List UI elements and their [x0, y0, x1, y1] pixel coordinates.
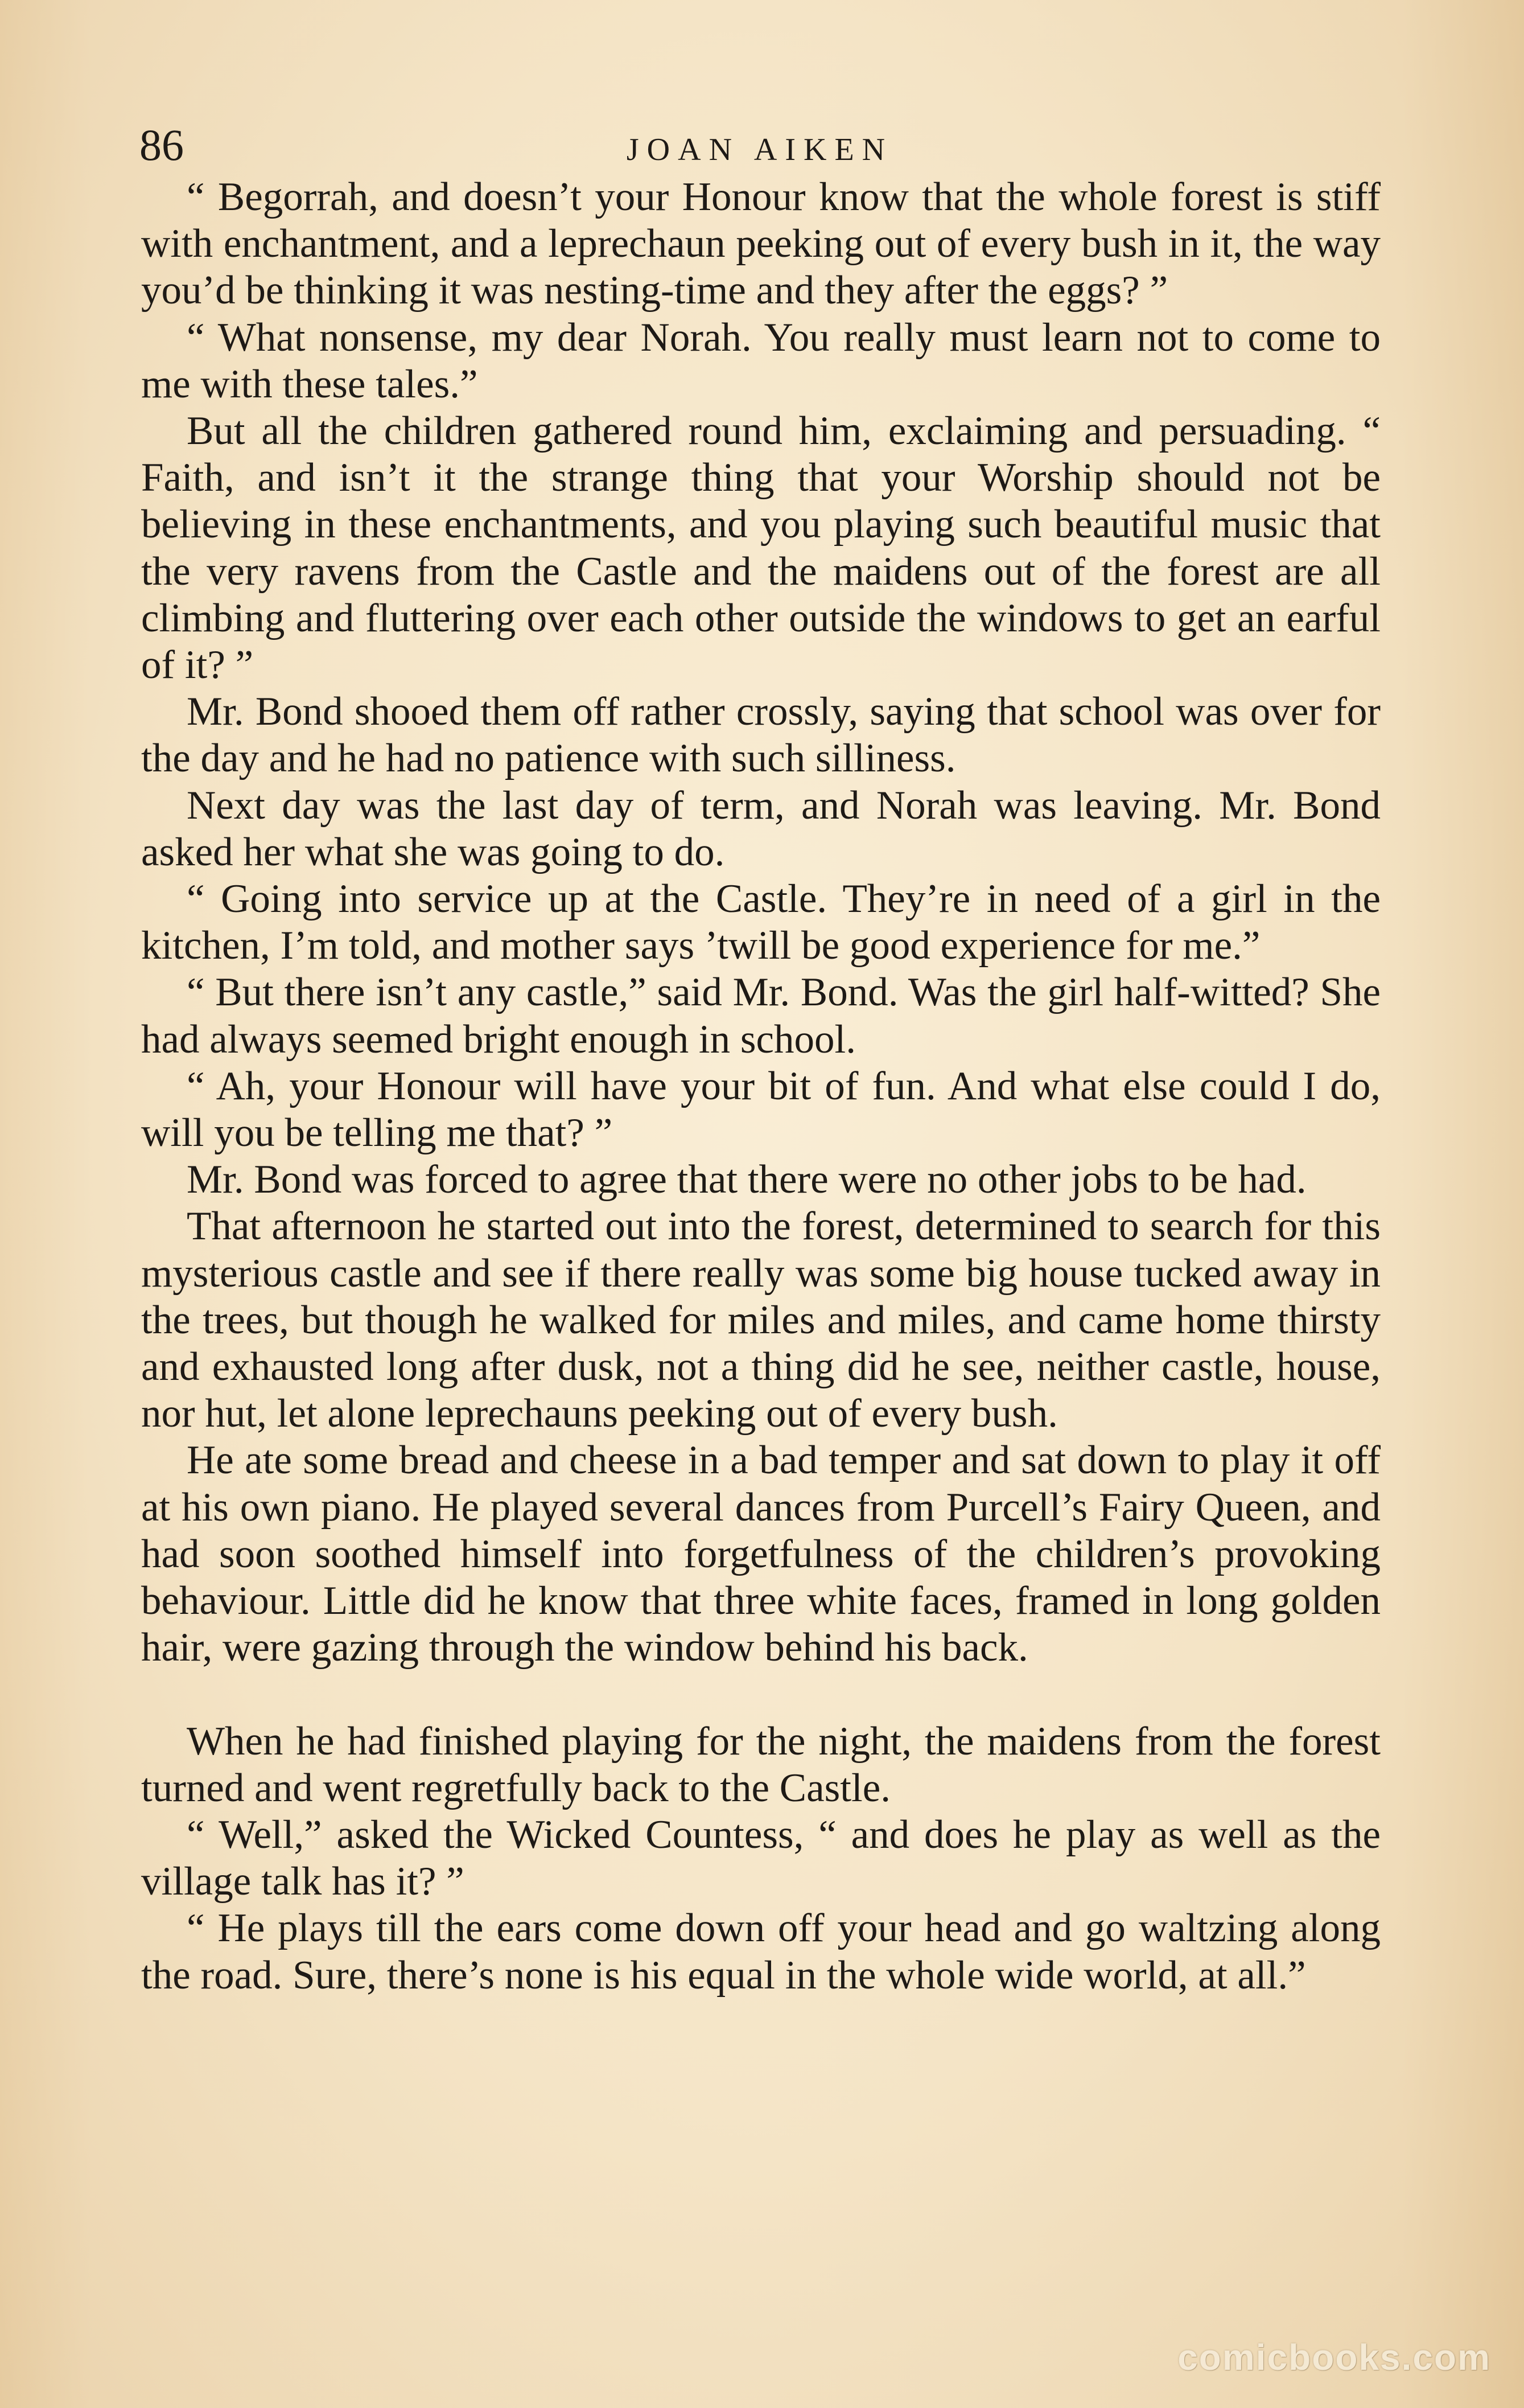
- paragraph: That afternoon he started out into the forest, determined to search for this mysterious castle and see if there really was some big house tucked away in the trees, but though he walked for miles and miles, and came home thirsty and exhausted long after dusk, not a thing did he see, neither castle, house, nor hut, let alone leprechauns peeking out of every bush.: [141, 1204, 1381, 1436]
- paragraph: When he had finished playing for the night, the maidens from the forest turned and went regretfully back to the Castle.: [141, 1719, 1381, 1810]
- paragraph: “ What nonsense, my dear Norah. You really must learn not to come to me with these tales.”: [141, 315, 1381, 406]
- paragraph: He ate some bread and cheese in a bad temper and sat down to play it off at his own piano. He played several dances from Purcell’s Fairy Queen, and had soon soothed himself into forgetfulness of the children’s provoking behaviour. Little did he know that three white faces, framed in long golden hair, were gazing through the window behind his back.: [141, 1438, 1381, 1670]
- paragraph: “ Begorrah, and doesn’t your Honour know that the whole forest is stiff with enchantment, and a leprechaun peeking out of every bush in it, the way you’d be thinking it was nesting-time and they after the eggs? ”: [141, 175, 1381, 313]
- running-head: JOAN AIKEN: [626, 132, 893, 167]
- paragraph: Mr. Bond shooed them off rather crossly, saying that school was over for the day and he had no patience with such silliness.: [141, 689, 1381, 781]
- watermark: comicbooks.com: [1177, 2337, 1491, 2378]
- paragraph: “ But there isn’t any castle,” said Mr. Bond. Was the girl half-witted? She had always seemed bright enough in school.: [141, 970, 1381, 1062]
- paragraph: But all the children gathered round him, exclaiming and persuading. “ Faith, and isn’t it the strange thing that your Worship should not be believing in these enchantments, and you playing such beautiful music that the very ravens from the Castle and the maidens out of the forest are all climbing and fluttering over each other outside the windows to get an earful of it? ”: [141, 409, 1381, 688]
- paragraph: Next day was the last day of term, and Norah was leaving. Mr. Bond asked her what she was going to do.: [141, 783, 1381, 874]
- body-text: [141, 174, 1381, 1999]
- paragraph: “ Well,” asked the Wicked Countess, “ and does he play as well as the village talk has it? ”: [141, 1812, 1381, 1904]
- paragraph: “ He plays till the ears come down off your head and go waltzing along the road. Sure, there’s none is his equal in the whole wide world, at all.”: [141, 1906, 1381, 1998]
- paragraph: “ Going into service up at the Castle. They’re in need of a girl in the kitchen, I’m told, and mother says ’twill be good experience for me.”: [141, 877, 1381, 968]
- page-number: 86: [139, 120, 184, 170]
- paragraph: “ Ah, your Honour will have your bit of fun. And what else could I do, will you be telling me that? ”: [141, 1063, 1381, 1156]
- paragraph: Mr. Bond was forced to agree that there were no other jobs to be had.: [187, 1157, 1307, 1202]
- page-header: [139, 114, 1380, 182]
